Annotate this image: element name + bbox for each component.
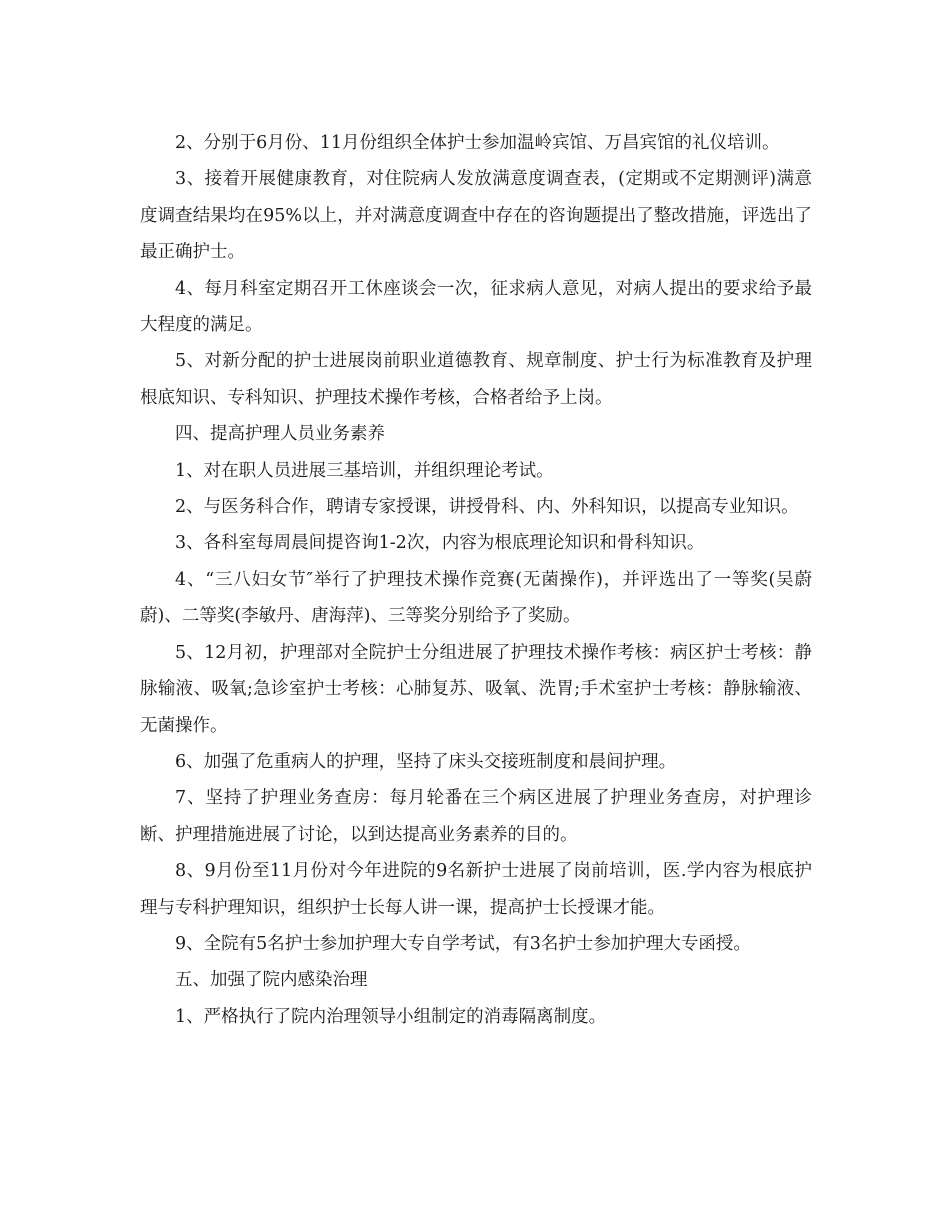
paragraph-health-education: 3、接着开展健康教育，对住院病人发放满意度调查表，(定期或不定期测评)满意度调查结果均在95%以上，并对满意度调查中存在的咨询题提出了整改措施，评选出了最正确护士。 <box>140 169 812 263</box>
paragraph-disinfection-system: 1、严格执行了院内治理领导小组制定的消毒隔离制度。 <box>175 1006 607 1027</box>
paragraph-pre-job-training: 8、9月份至11月份对今年进院的9名新护士进展了岗前培训，医.学内容为根底护理与专科护理知识，组织护士长每人讲一课，提高护士长授课才能。 <box>140 861 812 918</box>
document-body <box>140 125 812 1035</box>
paragraph-critical-care: 6、加强了危重病人的护理，坚持了床头交接班制度和晨间护理。 <box>175 751 677 772</box>
paragraph-skill-assessment: 5、12月初，护理部对全院护士分组进展了护理技术操作考核：病区护士考核：静脉输液、吸氧;急诊室护士考核：心肺复苏、吸氧、洗胃;手术室护士考核：静脉输液、无菌操作。 <box>140 642 812 736</box>
section-heading-improve-quality: 四、提高护理人员业务素养 <box>175 424 385 445</box>
paragraph-ward-rounds: 7、坚持了护理业务查房：每月轮番在三个病区进展了护理业务查房，对护理诊断、护理措施进展了讨论，以到达提高业务素养的目的。 <box>140 788 812 845</box>
paragraph-college-exams: 9、全院有5名护士参加护理大专自学考试，有3名护士参加护理大专函授。 <box>175 933 751 954</box>
paragraph-patient-meeting: 4、每月科室定期召开工休座谈会一次，征求病人意见，对病人提出的要求给予最大程度的满足。 <box>140 278 812 336</box>
paragraph-skill-competition: 4、“三八妇女节″举行了护理技术操作竞赛(无菌操作)，并评选出了一等奖(吴蔚蔚)、二等奖(李敏丹、唐海萍)、三等奖分别给予了奖励。 <box>140 569 812 627</box>
section-heading-infection-control: 五、加强了院内感染治理 <box>175 970 368 991</box>
paragraph-morning-quiz: 3、各科室每周晨间提咨询1-2次，内容为根底理论知识和骨科知识。 <box>175 533 705 554</box>
paragraph-expert-lectures: 2、与医务科合作，聘请专家授课，讲授骨科、内、外科知识，以提高专业知识。 <box>175 497 799 518</box>
paragraph-etiquette-training: 2、分别于6月份、11月份组织全体护士参加温岭宾馆、万昌宾馆的礼仪培训。 <box>175 133 780 153</box>
paragraph-new-nurse-education: 5、对新分配的护士进展岗前职业道德教育、规章制度、护士行为标准教育及护理根底知识、专科知识、护理技术操作考核，合格者给予上岗。 <box>140 351 812 408</box>
paragraph-basic-training: 1、对在职人员进展三基培训，并组织理论考试。 <box>175 460 554 481</box>
